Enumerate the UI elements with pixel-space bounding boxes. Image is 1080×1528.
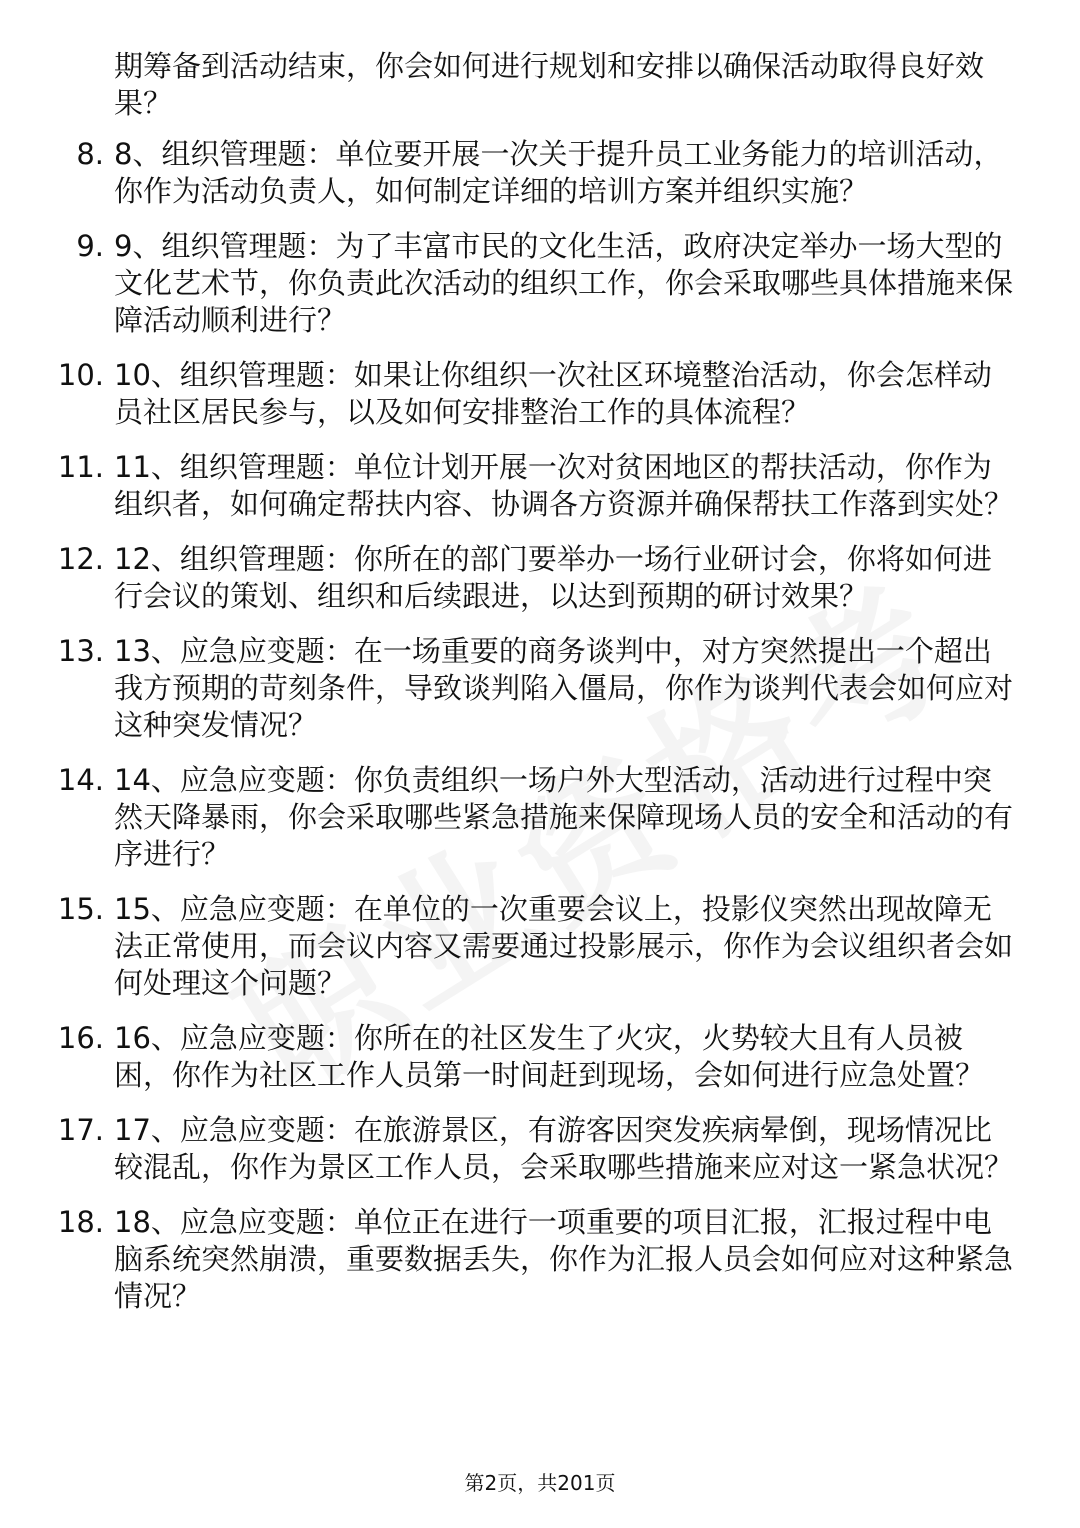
question-list xyxy=(0,136,1080,1333)
list-item xyxy=(0,891,1080,1002)
item-text: 11、组织管理题：单位计划开展一次对贫困地区的帮扶活动，你作为组织者，如何确定帮扶内容、协调各方资源并确保帮扶工作落到实处？ xyxy=(114,450,1014,521)
item-text: 18、应急应变题：单位正在进行一项重要的项目汇报，汇报过程中电脑系统突然崩溃，重要数据丢失，你作为汇报人员会如何应对这种紧急情况？ xyxy=(114,1205,1014,1313)
item-text: 9、组织管理题：为了丰富市民的文化生活，政府决定举办一场大型的文化艺术节，你负责此次活动的组织工作，你会采取哪些具体措施来保障活动顺利进行？ xyxy=(114,229,1014,337)
item-text: 10、组织管理题：如果让你组织一次社区环境整治活动，你会怎样动员社区居民参与，以及如何安排整治工作的具体流程？ xyxy=(114,358,992,429)
item-text: 12、组织管理题：你所在的部门要举办一场行业研讨会，你将如何进行会议的策划、组织和后续跟进，以达到预期的研讨效果？ xyxy=(114,542,992,613)
list-item xyxy=(0,357,1080,431)
item-number: 11. xyxy=(57,450,104,484)
page-footer: 第2页，共201页 xyxy=(464,1471,616,1495)
list-item xyxy=(0,762,1080,873)
list-item xyxy=(0,541,1080,615)
item-number: 16. xyxy=(57,1021,104,1055)
item-number: 12. xyxy=(57,542,104,576)
list-item xyxy=(0,1112,1080,1186)
list-item xyxy=(0,449,1080,523)
list-item xyxy=(0,228,1080,339)
list-item xyxy=(0,1204,1080,1315)
list-item xyxy=(0,633,1080,744)
item-number: 17. xyxy=(57,1113,104,1147)
item-number: 9. xyxy=(76,229,104,263)
item-text: 14、应急应变题：你负责组织一场户外大型活动，活动进行过程中突然天降暴雨，你会采取哪些紧急措施来保障现场人员的安全和活动的有序进行？ xyxy=(114,763,1014,871)
item-text: 15、应急应变题：在单位的一次重要会议上，投影仪突然出现故障无法正常使用，而会议内容又需要通过投影展示，你作为会议组织者会如何处理这个问题？ xyxy=(114,892,1014,1000)
item-number: 14. xyxy=(57,763,104,797)
item-number: 15. xyxy=(57,892,104,926)
item-number: 8. xyxy=(76,137,104,171)
item-text: 8、组织管理题：单位要开展一次关于提升员工业务能力的培训活动，你作为活动负责人，如何制定详细的培训方案并组织实施？ xyxy=(114,137,1003,208)
continuation-paragraph: 期筹备到活动结束，你会如何进行规划和安排以确保活动取得良好效果？ xyxy=(114,49,985,120)
item-number: 13. xyxy=(57,634,104,668)
item-text: 16、应急应变题：你所在的社区发生了火灾，火势较大且有人员被困，你作为社区工作人员第一时间赶到现场，会如何进行应急处置？ xyxy=(114,1021,985,1092)
list-item xyxy=(0,136,1080,210)
item-text: 17、应急应变题：在旅游景区，有游客因突发疾病晕倒，现场情况比较混乱，你作为景区工作人员，会采取哪些措施来应对这一紧急状况？ xyxy=(114,1113,1014,1184)
item-number: 10. xyxy=(57,358,104,392)
item-number: 18. xyxy=(57,1205,104,1239)
list-item xyxy=(0,1020,1080,1094)
item-text: 13、应急应变题：在一场重要的商务谈判中，对方突然提出一个超出我方预期的苛刻条件，导致谈判陷入僵局，你作为谈判代表会如何应对这种突发情况？ xyxy=(114,634,1014,742)
